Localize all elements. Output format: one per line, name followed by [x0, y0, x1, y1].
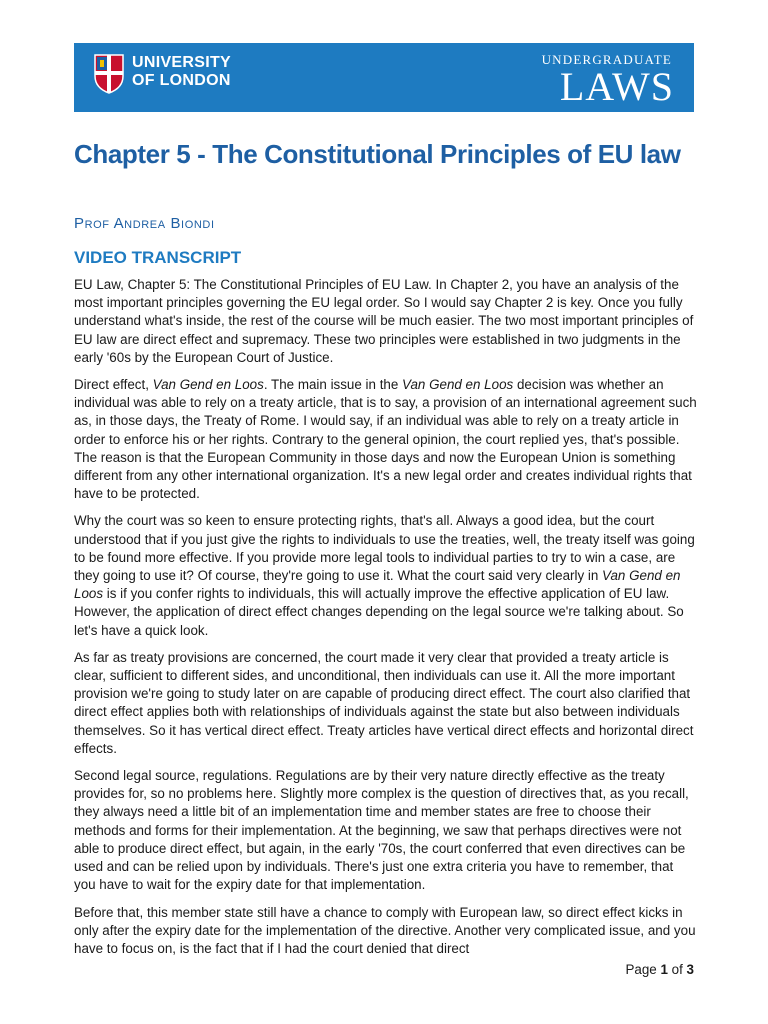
case-name: Van Gend en Loos: [402, 377, 514, 393]
transcript-paragraph: [74, 767, 698, 894]
page-title: Chapter 5 - The Constitutional Principles of EU law: [74, 139, 681, 169]
logo-line-1: UNIVERSITY: [132, 54, 232, 71]
case-name: Van Gend en Loos: [74, 568, 681, 602]
section-heading: VIDEO TRANSCRIPT: [74, 248, 242, 267]
page-number: 1: [660, 962, 668, 977]
text-run: Direct effect,: [74, 377, 153, 393]
case-name: Van Gend en Loos: [152, 377, 264, 393]
page-footer: [625, 962, 694, 977]
text-run: Before that, this member state still have a chance to comply with European law, so direct effect kicks in only after the expiry date for the implementation of the directive. Another very complicated issue, and you have to focus on, is the fact that if I had the court denied that direct: [74, 904, 696, 956]
transcript-paragraph: [74, 376, 698, 503]
of-word: of: [671, 962, 683, 977]
university-shield-icon: [94, 54, 124, 94]
text-run: decision was whether an individual was able to rely on a treaty article, that is to say, a provision of an international agreement such as, in those days, the Treaty of Rome. I would say, if an individual was able to rely on a treaty article in order to enforce his or her rights. Contrary to the general opinion, the court replied yes, that's possible. The reason is that the European Community in those days and now the European Union is something different from any other international organization. It's a new legal order and creates individual rights that have to be protected.: [74, 377, 697, 502]
laws-label: LAWS: [559, 64, 674, 109]
page-total: 3: [686, 962, 694, 977]
undergraduate-label: UNDERGRADUATE: [541, 52, 672, 67]
author-name: Prof Andrea Biondi: [74, 215, 215, 232]
transcript-paragraph: [74, 904, 698, 959]
transcript-paragraph: [74, 512, 698, 639]
logo-line-2: OF LONDON: [132, 72, 231, 89]
university-logo-text: [132, 54, 231, 90]
text-run: As far as treaty provisions are concerned, the court made it very clear that provided a treaty article is clear, sufficient to different sides, and unconditional, then individuals can use it. All the more important provision we're going to study later on are capable of producing direct effect. The court also clarified that direct effect applies both with relationships of individuals against the state but also between individuals themselves. So it has vertical direct effect. Treaty articles have vertical direct effects and horizontal direct effects.: [74, 649, 694, 756]
text-run: Second legal source, regulations. Regulations are by their very nature directly effective as the treaty provides for, so no problems here. Slightly more complex is the question of directives that, as you recall, they always need a little bit of an implementation time and member states are free to choose their methods and forms for their implementation. At the beginning, we saw that perhaps directives were not able to produce direct effect, but again, in the early '70s, the court conferred that even directives can be used and can be relied upon by individuals. There's just one extra criteria you have to remember, that you have to wait for the expiry date for that implementation.: [74, 768, 689, 893]
header-banner: [74, 43, 694, 112]
transcript-body: [74, 276, 698, 967]
transcript-paragraph: [74, 649, 698, 758]
text-run: Why the court was so keen to ensure protecting rights, that's all. Always a good idea, but the court understood that if you just give the rights to individuals to use the treaties, well, the treaty itself was going to be found more effective. If you provide more legal tools to individual parties to try to win a case, are they going to use it? Of course, they're going to use it. What the court said very clearly in: [74, 513, 695, 584]
text-run: EU Law, Chapter 5: The Constitutional Principles of EU Law. In Chapter 2, you have an analysis of the most important principles governing the EU legal order. So I would say Chapter 2 is key. Once you fully understand what's inside, the rest of the course will be much easier. The two most important principles of EU law are direct effect and supremacy. These two principles were established in two judgments in the early '60s by the European Court of Justice.: [74, 277, 694, 365]
text-run: is if you confer rights to individuals, this will actually improve the effective application of EU law. However, the application of direct effect changes depending on the legal source we're talking about. So let's have a quick look.: [74, 586, 684, 638]
transcript-paragraph: [74, 276, 698, 367]
page-word: Page: [625, 962, 657, 977]
text-run: . The main issue in the: [263, 377, 403, 393]
